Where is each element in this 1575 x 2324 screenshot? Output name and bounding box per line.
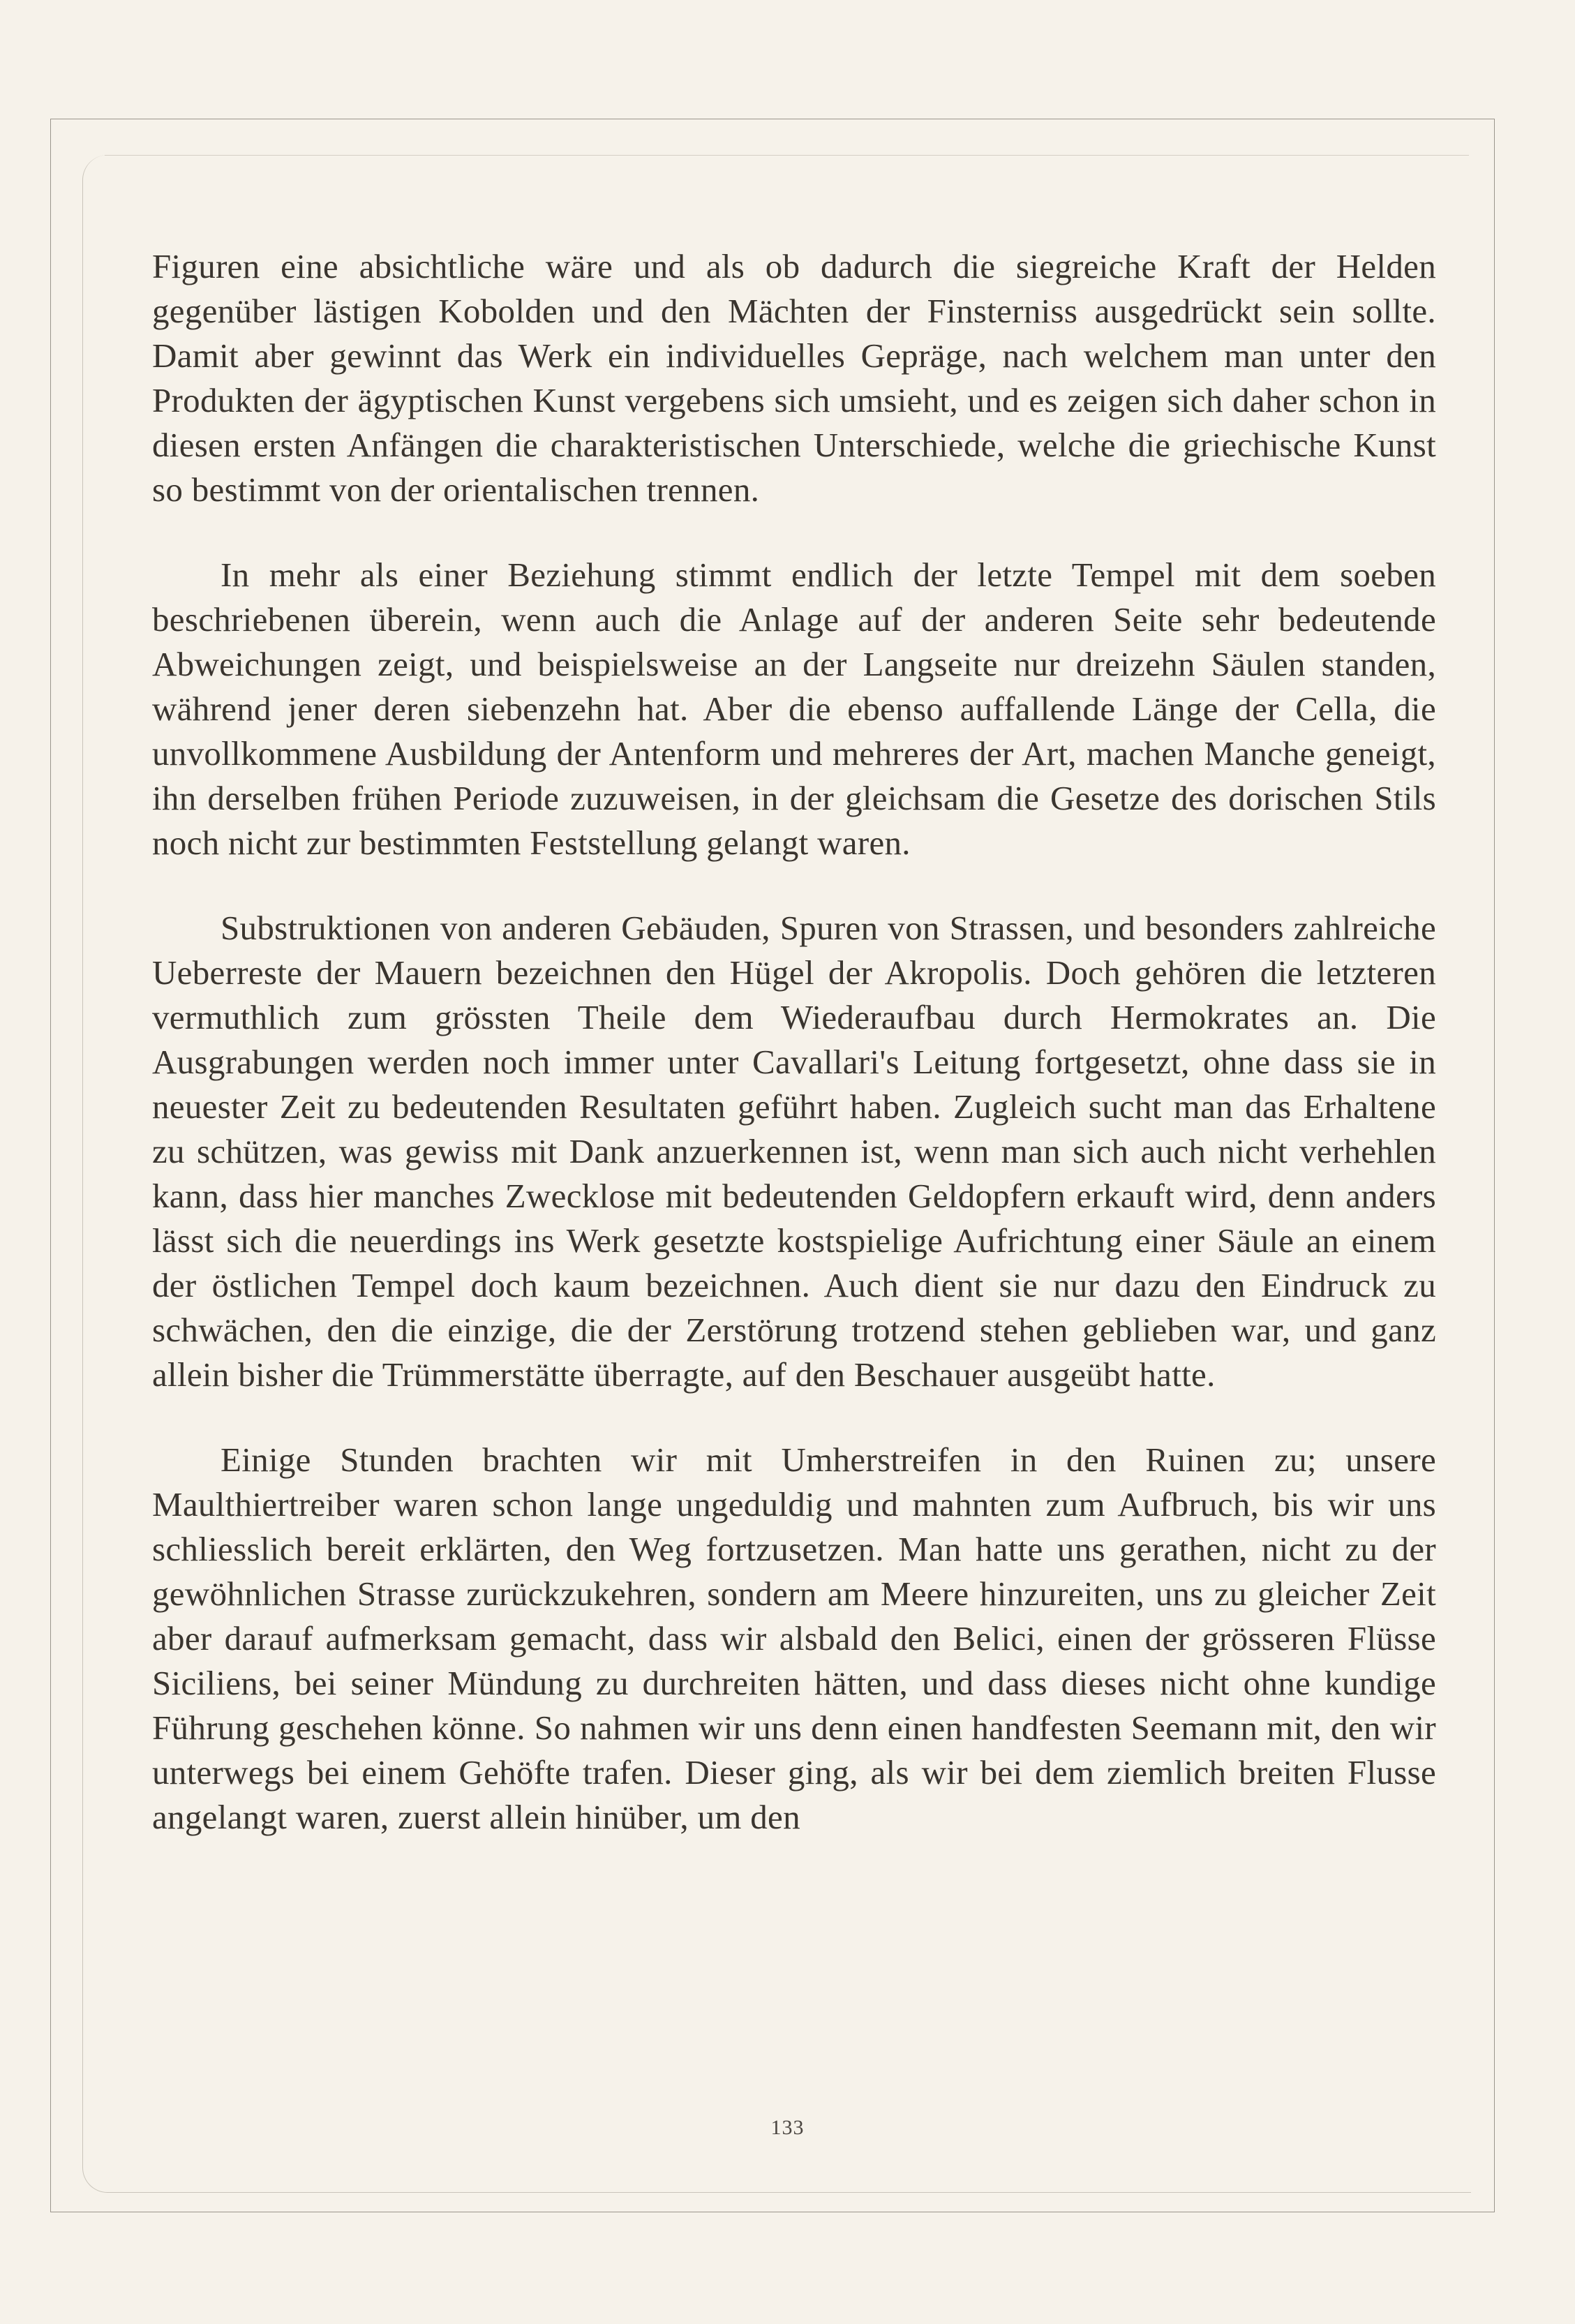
paragraph-3: Substruktionen von anderen Gebäuden, Spuren von Strassen, und besonders zahlreiche Ueberreste der Mauern bezeichnen den Hügel der Akropolis. Doch gehören die letzteren vermuthlich zum grössten Theile dem Wiederaufbau durch Hermokrates an. Die Ausgrabungen werden noch immer unter Cavallari's Leitung fortgesetzt, ohne dass sie in neuester Zeit zu bedeutenden Resultaten geführt haben. Zugleich sucht man das Erhaltene zu schützen, was gewiss mit Dank anzuerkennen ist, wenn man sich auch nicht verhehlen kann, dass hier manches Zwecklose mit bedeutenden Geldopfern erkauft wird, denn anders lässt sich die neuerdings ins Werk gesetzte kostspielige Aufrichtung einer Säule an einem der östlichen Tempel doch kaum bezeichnen. Auch dient sie nur dazu den Eindruck zu schwächen, den die einzige, die der Zerstörung trotzend stehen geblieben war, und ganz allein bisher die Trümmerstätte überragte, auf den Beschauer ausgeübt hatte. bbox=[152, 909, 1436, 1394]
paragraph-1: Figuren eine absichtliche wäre und als ob dadurch die siegreiche Kraft der Helden gegenüber lästigen Kobolden und den Mächten der Finsterniss ausgedrückt sein sollte. Damit aber gewinnt das Werk ein individuelles Gepräge, nach welchem man unter den Produkten der ägyptischen Kunst vergebens sich umsieht, und es zeigen sich daher schon in diesen ersten Anfängen die charakteristischen Unterschiede, welche die griechische Kunst so bestimmt von der orientalischen trennen. bbox=[152, 247, 1436, 509]
paragraph-2: In mehr als einer Beziehung stimmt endlich der letzte Tempel mit dem soeben beschriebenen überein, wenn auch die Anlage auf der anderen Seite sehr bedeutende Abweichungen zeigt, und beispielsweise an der Langseite nur dreizehn Säulen standen, während jener deren siebenzehn hat. Aber die ebenso auffallende Länge der Cella, die unvollkommene Ausbildung der Antenform und mehreres der Art, machen Manche geneigt, ihn derselben frühen Periode zuzuweisen, in der gleichsam die Gesetze des dorischen Stils noch nicht zur bestimmten Feststellung gelangt waren. bbox=[152, 556, 1436, 862]
body-text bbox=[152, 244, 1436, 1840]
paragraph-4: Einige Stunden brachten wir mit Umherstreifen in den Ruinen zu; unsere Maulthiertreiber waren schon lange ungeduldig und mahnten zum Aufbruch, bis wir uns schliesslich bereit erklärten, den Weg fortzusetzen. Man hatte uns gerathen, nicht zu der gewöhnlichen Strasse zurückzukehren, sondern am Meere hinzureiten, uns zu gleicher Zeit aber darauf aufmerksam gemacht, dass wir alsbald den Belici, einen der grösseren Flüsse Siciliens, bei seiner Mündung zu durchreiten hätten, und dass dieses nicht ohne kundige Führung geschehen könne. So nahmen wir uns denn einen handfesten Seemann mit, den wir unterwegs bei einem Gehöfte trafen. Dieser ging, als wir bei dem ziemlich breiten Flusse angelangt waren, zuerst allein hinüber, um den bbox=[152, 1440, 1436, 1836]
page-number: 133 bbox=[770, 2116, 805, 2139]
inner-frame-top-rule bbox=[105, 155, 1469, 156]
